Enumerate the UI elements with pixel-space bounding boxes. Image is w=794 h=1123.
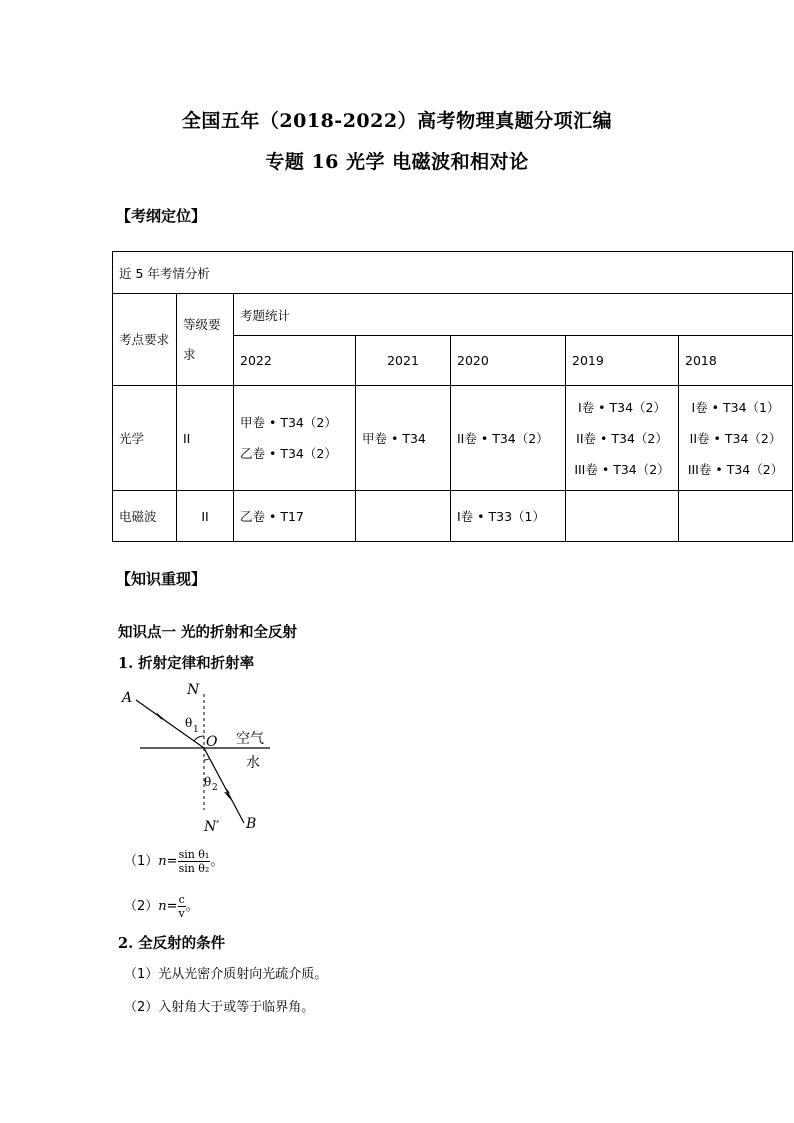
section-knowledge-heading: 【知识重现】 bbox=[116, 570, 207, 588]
page-subtitle: 专题 16 光学 电磁波和相对论 bbox=[265, 151, 529, 173]
year-2018: 2018 bbox=[679, 336, 793, 386]
label-a: A bbox=[122, 690, 133, 706]
formula-eq: = bbox=[166, 854, 178, 869]
label-water: 水 bbox=[246, 755, 260, 771]
year-2022: 2022 bbox=[234, 336, 356, 386]
fraction-denominator: sin θ₂ bbox=[178, 862, 210, 875]
fraction-numerator: c bbox=[178, 893, 185, 906]
label-theta1-sub: 1 bbox=[193, 725, 199, 735]
label-b: B bbox=[246, 816, 257, 832]
cell-2022: 乙卷 • T17 bbox=[234, 491, 356, 542]
refracted-arrow bbox=[224, 788, 232, 801]
level-optics: II bbox=[177, 386, 234, 491]
theta2-arc bbox=[204, 759, 209, 760]
table-row bbox=[113, 491, 793, 542]
cell-2022 bbox=[234, 386, 356, 491]
section-outline-heading: 【考纲定位】 bbox=[116, 207, 207, 225]
label-theta1: θ bbox=[185, 716, 193, 730]
condition-1: （1）光从光密介质射向光疏介质。 bbox=[124, 967, 328, 982]
cell-2021 bbox=[356, 491, 451, 542]
formula-prefix: （1） bbox=[124, 854, 159, 869]
table-caption: 近 5 年考情分析 bbox=[113, 252, 793, 294]
level-em-wave: II bbox=[177, 491, 234, 542]
year-2021: 2021 bbox=[356, 336, 451, 386]
formula-end: 。 bbox=[185, 899, 199, 914]
label-theta2-sub: 2 bbox=[212, 783, 218, 793]
condition-2: （2）入射角大于或等于临界角。 bbox=[124, 1000, 315, 1015]
refraction-diagram bbox=[118, 680, 288, 840]
cell-line: Ⅰ卷 • T34（2） bbox=[577, 399, 666, 415]
cell-line: II卷 • T34（2） bbox=[689, 430, 782, 446]
formula-eq: = bbox=[166, 899, 178, 914]
page-title: 全国五年（2018-2022）高考物理真题分项汇编 bbox=[181, 110, 613, 132]
header-stats: 考题统计 bbox=[234, 294, 793, 336]
cell-line: 甲卷 • T34（2） bbox=[240, 415, 337, 430]
header-point: 考点要求 bbox=[113, 294, 177, 386]
formula-end: 。 bbox=[210, 854, 224, 869]
knowledge-point-2: 2. 全反射的条件 bbox=[118, 935, 226, 952]
cell-2018 bbox=[679, 491, 793, 542]
exam-stats-table bbox=[112, 251, 793, 542]
formula-2 bbox=[124, 893, 199, 920]
cell-line: II卷 • T34（2） bbox=[576, 430, 668, 446]
formula-fraction bbox=[178, 893, 186, 920]
fraction-denominator: v bbox=[178, 907, 185, 920]
cell-line: 乙卷 • T34（2） bbox=[240, 446, 337, 461]
label-nprime: N′ bbox=[204, 819, 220, 835]
formula-1 bbox=[124, 848, 223, 875]
label-n: N bbox=[187, 682, 200, 698]
cell-line: Ⅰ卷 • T34（1） bbox=[691, 399, 780, 415]
knowledge-point-1: 知识点一 光的折射和全反射 bbox=[118, 624, 298, 641]
cell-2020: II卷 • T34（2） bbox=[451, 386, 566, 491]
cell-2019 bbox=[566, 386, 679, 491]
table-row bbox=[113, 386, 793, 491]
knowledge-point-1-sub: 1. 折射定律和折射率 bbox=[118, 655, 255, 672]
formula-prefix: （2） bbox=[124, 899, 159, 914]
cell-2018 bbox=[679, 386, 793, 491]
header-level: 等级要求 bbox=[177, 294, 234, 386]
cell-line: III卷 • T34（2） bbox=[687, 461, 784, 477]
year-2019: 2019 bbox=[566, 336, 679, 386]
formula-var: n bbox=[158, 899, 167, 914]
topic-em-wave: 电磁波 bbox=[113, 491, 177, 542]
cell-2019 bbox=[566, 491, 679, 542]
cell-line: III卷 • T34（2） bbox=[574, 461, 670, 477]
topic-optics: 光学 bbox=[113, 386, 177, 491]
label-air: 空气 bbox=[236, 731, 264, 747]
theta1-arc bbox=[194, 736, 204, 741]
cell-2021: 甲卷 • T34 bbox=[356, 386, 451, 491]
year-2020: 2020 bbox=[451, 336, 566, 386]
fraction-numerator: sin θ₁ bbox=[178, 848, 210, 861]
label-theta2: θ bbox=[204, 775, 212, 789]
label-o: O bbox=[206, 734, 218, 750]
cell-2020: Ⅰ卷 • T33（1） bbox=[451, 491, 566, 542]
formula-fraction bbox=[178, 848, 211, 875]
formula-var: n bbox=[158, 854, 167, 869]
